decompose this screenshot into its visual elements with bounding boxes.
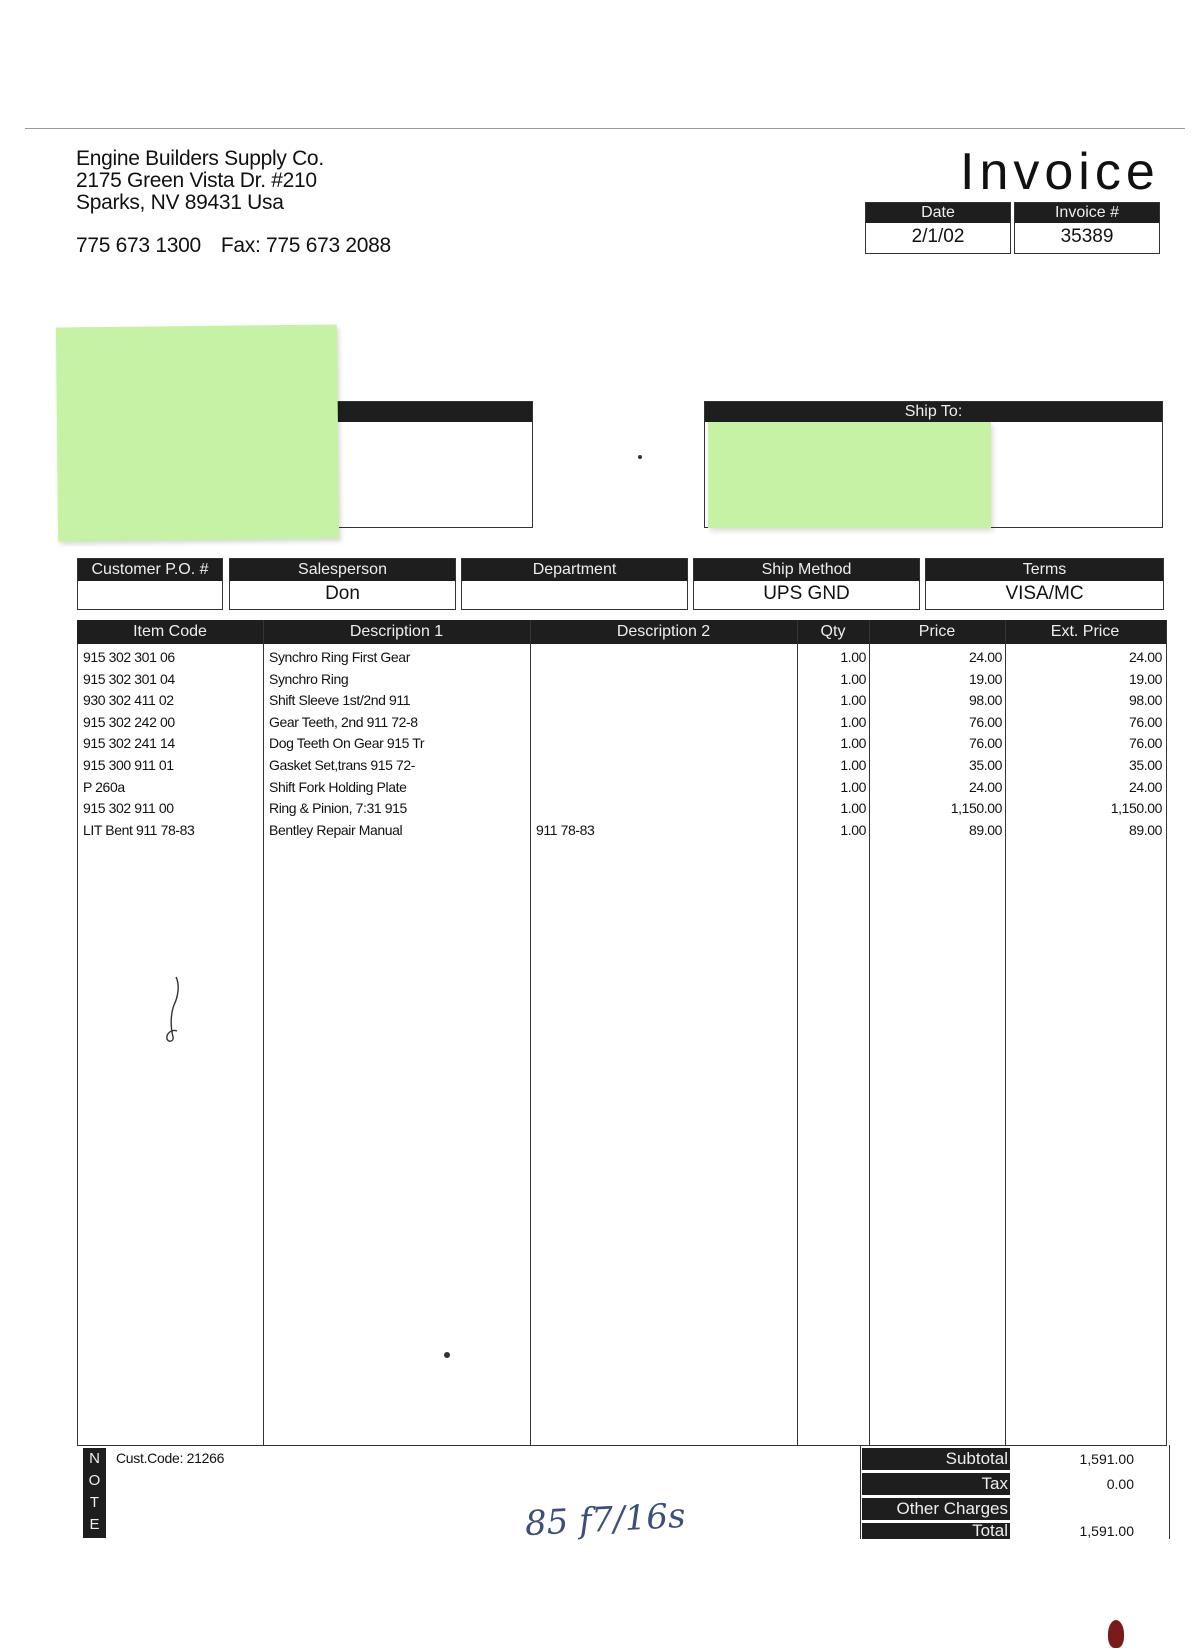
qty-cell: 1.00 <box>840 713 866 730</box>
terms-value: VISA/MC <box>1005 583 1084 604</box>
handwritten-note: 85 f7/16s <box>524 1495 687 1545</box>
salesperson-label: Salesperson <box>230 559 455 581</box>
department-box <box>461 558 688 610</box>
company-phone: 775 673 1300 <box>76 234 201 257</box>
item-code-cell: LIT Bent 911 78-83 <box>83 821 195 838</box>
tax-value: 0.00 <box>1106 1476 1134 1492</box>
ship-method-box <box>693 558 920 610</box>
price-cell: 1,150.00 <box>950 800 1002 817</box>
description-2-cell <box>536 798 792 820</box>
item-code-cell: 915 302 911 00 <box>83 800 174 817</box>
date-box <box>865 202 1011 254</box>
ext-price-cell: 19.00 <box>1128 670 1162 687</box>
column-header-qty: Qty <box>820 623 846 640</box>
note-letter: E <box>89 1516 100 1533</box>
salesperson-value: Don <box>325 583 360 604</box>
item-code-cell: 915 302 242 00 <box>83 713 175 730</box>
description-1-cell: Shift Fork Holding Plate <box>269 778 407 795</box>
qty-cell: 1.00 <box>840 821 866 838</box>
price-cell: 24.00 <box>968 778 1002 795</box>
price-cell: 35.00 <box>968 757 1002 773</box>
sticky-note-redaction <box>56 325 339 542</box>
description-1-cell: Synchro Ring First Gear <box>269 649 410 665</box>
description-1-cell: Ring & Pinion, 7:31 915 <box>269 800 407 817</box>
ext-price-cell: 89.00 <box>1128 821 1162 838</box>
price-cell: 24.00 <box>968 649 1002 665</box>
company-contact <box>76 234 391 258</box>
description-2-cell <box>536 647 792 669</box>
customer-code-note: Cust.Code: 21266 <box>116 1450 225 1466</box>
ext-price-cell: 24.00 <box>1128 649 1162 665</box>
salesperson-box <box>229 558 456 610</box>
note-letter: O <box>88 1472 101 1489</box>
ext-price-cell: 98.00 <box>1128 692 1162 709</box>
date-value: 2/1/02 <box>911 226 965 247</box>
ship-method-label: Ship Method <box>694 559 919 581</box>
description-1-cell: Dog Teeth On Gear 915 Tr <box>269 735 425 752</box>
date-label: Date <box>866 203 1010 223</box>
subtotal-label: Subtotal <box>862 1448 1010 1470</box>
company-city: Sparks, NV 89431 Usa <box>76 191 284 214</box>
total-value: 1,591.00 <box>1079 1523 1134 1539</box>
total-label: Total <box>862 1523 1010 1539</box>
description-2-cell <box>536 690 792 712</box>
ext-price-cell: 24.00 <box>1128 778 1162 795</box>
price-cell: 98.00 <box>968 692 1002 709</box>
price-cell: 76.00 <box>968 735 1002 752</box>
tax-label: Tax <box>862 1473 1010 1495</box>
invoice-number-box <box>1014 202 1160 254</box>
item-code-cell: 915 302 241 14 <box>83 735 175 752</box>
qty-cell: 1.00 <box>840 778 866 795</box>
qty-cell: 1.00 <box>840 800 866 817</box>
description-1-cell: Bentley Repair Manual <box>269 821 403 838</box>
qty-cell: 1.00 <box>840 670 866 687</box>
item-code-cell: 915 300 911 01 <box>83 757 174 773</box>
column-divider <box>1005 620 1006 1446</box>
column-divider <box>797 620 798 1446</box>
price-cell: 76.00 <box>968 713 1002 730</box>
description-2-cell <box>536 755 792 777</box>
ext-price-cell: 76.00 <box>1128 735 1162 752</box>
item-code-cell: 915 302 301 06 <box>83 649 175 665</box>
column-divider <box>530 620 531 1446</box>
column-header-item-code: Item Code <box>133 623 207 640</box>
other-charges-label: Other Charges <box>862 1498 1010 1520</box>
customer-po-label: Customer P.O. # <box>78 559 222 581</box>
description-2-cell <box>536 777 792 799</box>
pen-scribble <box>162 975 184 1045</box>
item-code-cell: 915 302 301 04 <box>83 670 175 687</box>
description-1-cell: Gear Teeth, 2nd 911 72-8 <box>269 713 418 730</box>
description-2-cell <box>536 733 792 755</box>
note-letter: N <box>89 1450 100 1467</box>
invoice-number-value: 35389 <box>1060 226 1114 247</box>
ext-price-cell: 1,150.00 <box>1110 800 1162 817</box>
qty-cell: 1.00 <box>840 735 866 752</box>
subtotal-value: 1,591.00 <box>1079 1451 1134 1467</box>
ship-to-redaction <box>708 422 991 528</box>
ext-price-cell: 35.00 <box>1128 757 1162 773</box>
column-divider <box>869 620 870 1446</box>
item-code-cell: 930 302 411 02 <box>83 692 174 709</box>
description-2-cell <box>536 712 792 734</box>
column-divider <box>263 620 264 1446</box>
note-label <box>83 1448 106 1538</box>
terms-box <box>925 558 1164 610</box>
department-label: Department <box>462 559 687 581</box>
description-2-cell: 911 78-83 <box>536 821 595 838</box>
company-fax: Fax: 775 673 2088 <box>220 234 391 257</box>
terms-label: Terms <box>926 559 1163 581</box>
price-cell: 89.00 <box>968 821 1002 838</box>
speck <box>638 455 642 459</box>
company-address-block <box>76 148 324 214</box>
qty-cell: 1.00 <box>840 649 866 665</box>
ext-price-cell: 76.00 <box>1128 713 1162 730</box>
speck <box>444 1352 450 1358</box>
price-cell: 19.00 <box>968 670 1002 687</box>
description-1-cell: Shift Sleeve 1st/2nd 911 <box>269 692 411 709</box>
customer-po-box <box>77 558 223 610</box>
ship-to-label: Ship To: <box>705 402 1162 422</box>
top-rule <box>25 128 1185 129</box>
company-street: 2175 Green Vista Dr. #210 <box>76 169 317 192</box>
red-ink-mark <box>1108 1620 1124 1648</box>
note-letter: T <box>89 1494 100 1511</box>
item-code-cell: P 260a <box>83 778 125 795</box>
column-header-price: Price <box>918 623 956 640</box>
ship-method-value: UPS GND <box>763 583 850 604</box>
description-1-cell: Gasket Set,trans 915 72- <box>269 757 416 773</box>
description-1-cell: Synchro Ring <box>269 670 349 687</box>
document-title: Invoice <box>960 143 1160 201</box>
column-header-description-2: Description 2 <box>616 623 711 640</box>
column-header-ext-price: Ext. Price <box>1050 623 1120 640</box>
invoice-number-label: Invoice # <box>1015 203 1159 223</box>
company-name: Engine Builders Supply Co. <box>76 147 324 170</box>
column-header-description-1: Description 1 <box>349 623 444 640</box>
description-2-cell <box>536 669 792 691</box>
qty-cell: 1.00 <box>840 757 866 773</box>
qty-cell: 1.00 <box>840 692 866 709</box>
